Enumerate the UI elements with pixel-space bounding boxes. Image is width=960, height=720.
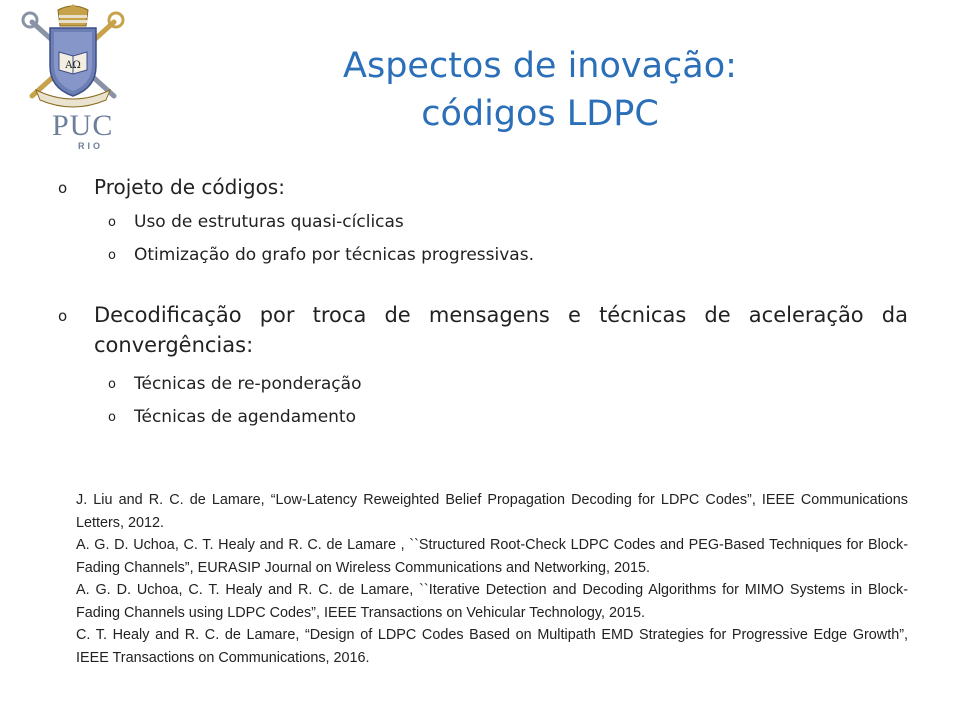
title-line-2: códigos LDPC [421, 94, 659, 134]
crest-motto: ΑΩ [65, 60, 81, 71]
bullet-marker-icon: o [108, 215, 116, 230]
sub-bullet-text: Técnicas de agendamento [134, 407, 356, 427]
crest-icon [14, 4, 132, 114]
bullet-marker-icon: o [108, 377, 116, 392]
bullet-text: Decodificação por troca de mensagens e técnicas de aceleração da convergências: [94, 303, 908, 357]
logo-subtext: RIO [78, 141, 104, 151]
sub-bullet-text: Otimização do grafo por técnicas progressivas. [134, 245, 534, 265]
reference-item: C. T. Healy and R. C. de Lamare, “Design of LDPC Codes Based on Multipath EMD Strategies for Progressive Edge Growth”, IEEE Transactions on Communications, 2016. [76, 627, 908, 666]
bullet-marker-icon: o [108, 410, 116, 425]
references [76, 489, 908, 669]
slide-title [230, 42, 850, 138]
bullet-text: Projeto de códigos: [94, 175, 285, 199]
reference-item: A. G. D. Uchoa, C. T. Healy and R. C. de Lamare, ``Iterative Detection and Decoding Algorithms for MIMO Systems in Block-Fading Channels using LDPC Codes”, IEEE Transactions on Vehicular Technology, 2015. [76, 582, 908, 621]
bullet-item [58, 300, 908, 360]
bullet-marker-icon: o [108, 248, 116, 263]
sub-bullet-item [58, 401, 908, 434]
bullet-item [58, 172, 908, 202]
reference-item: J. Liu and R. C. de Lamare, “Low-Latency Reweighted Belief Propagation Decoding for LDPC Codes”, IEEE Communications Letters, 2012. [76, 492, 908, 531]
puc-rio-logo [14, 4, 132, 152]
sub-bullet-item [58, 368, 908, 401]
sub-bullet-item [58, 206, 908, 239]
bullet-list [58, 172, 908, 434]
title-line-1: Aspectos de inovação: [343, 46, 737, 86]
logo-wordmark: PUC [52, 109, 114, 142]
sub-bullet-text: Técnicas de re-ponderação [134, 374, 362, 394]
reference-item: A. G. D. Uchoa, C. T. Healy and R. C. de Lamare , ``Structured Root-Check LDPC Codes and PEG-Based Techniques for Block-Fading Channels”, EURASIP Journal on Wireless Communications and Networking, 2015. [76, 537, 908, 576]
bullet-marker-icon: o [58, 179, 68, 197]
sub-bullet-item [58, 239, 908, 272]
sub-bullet-text: Uso de estruturas quasi-cíclicas [134, 212, 404, 232]
bullet-marker-icon: o [58, 307, 68, 325]
